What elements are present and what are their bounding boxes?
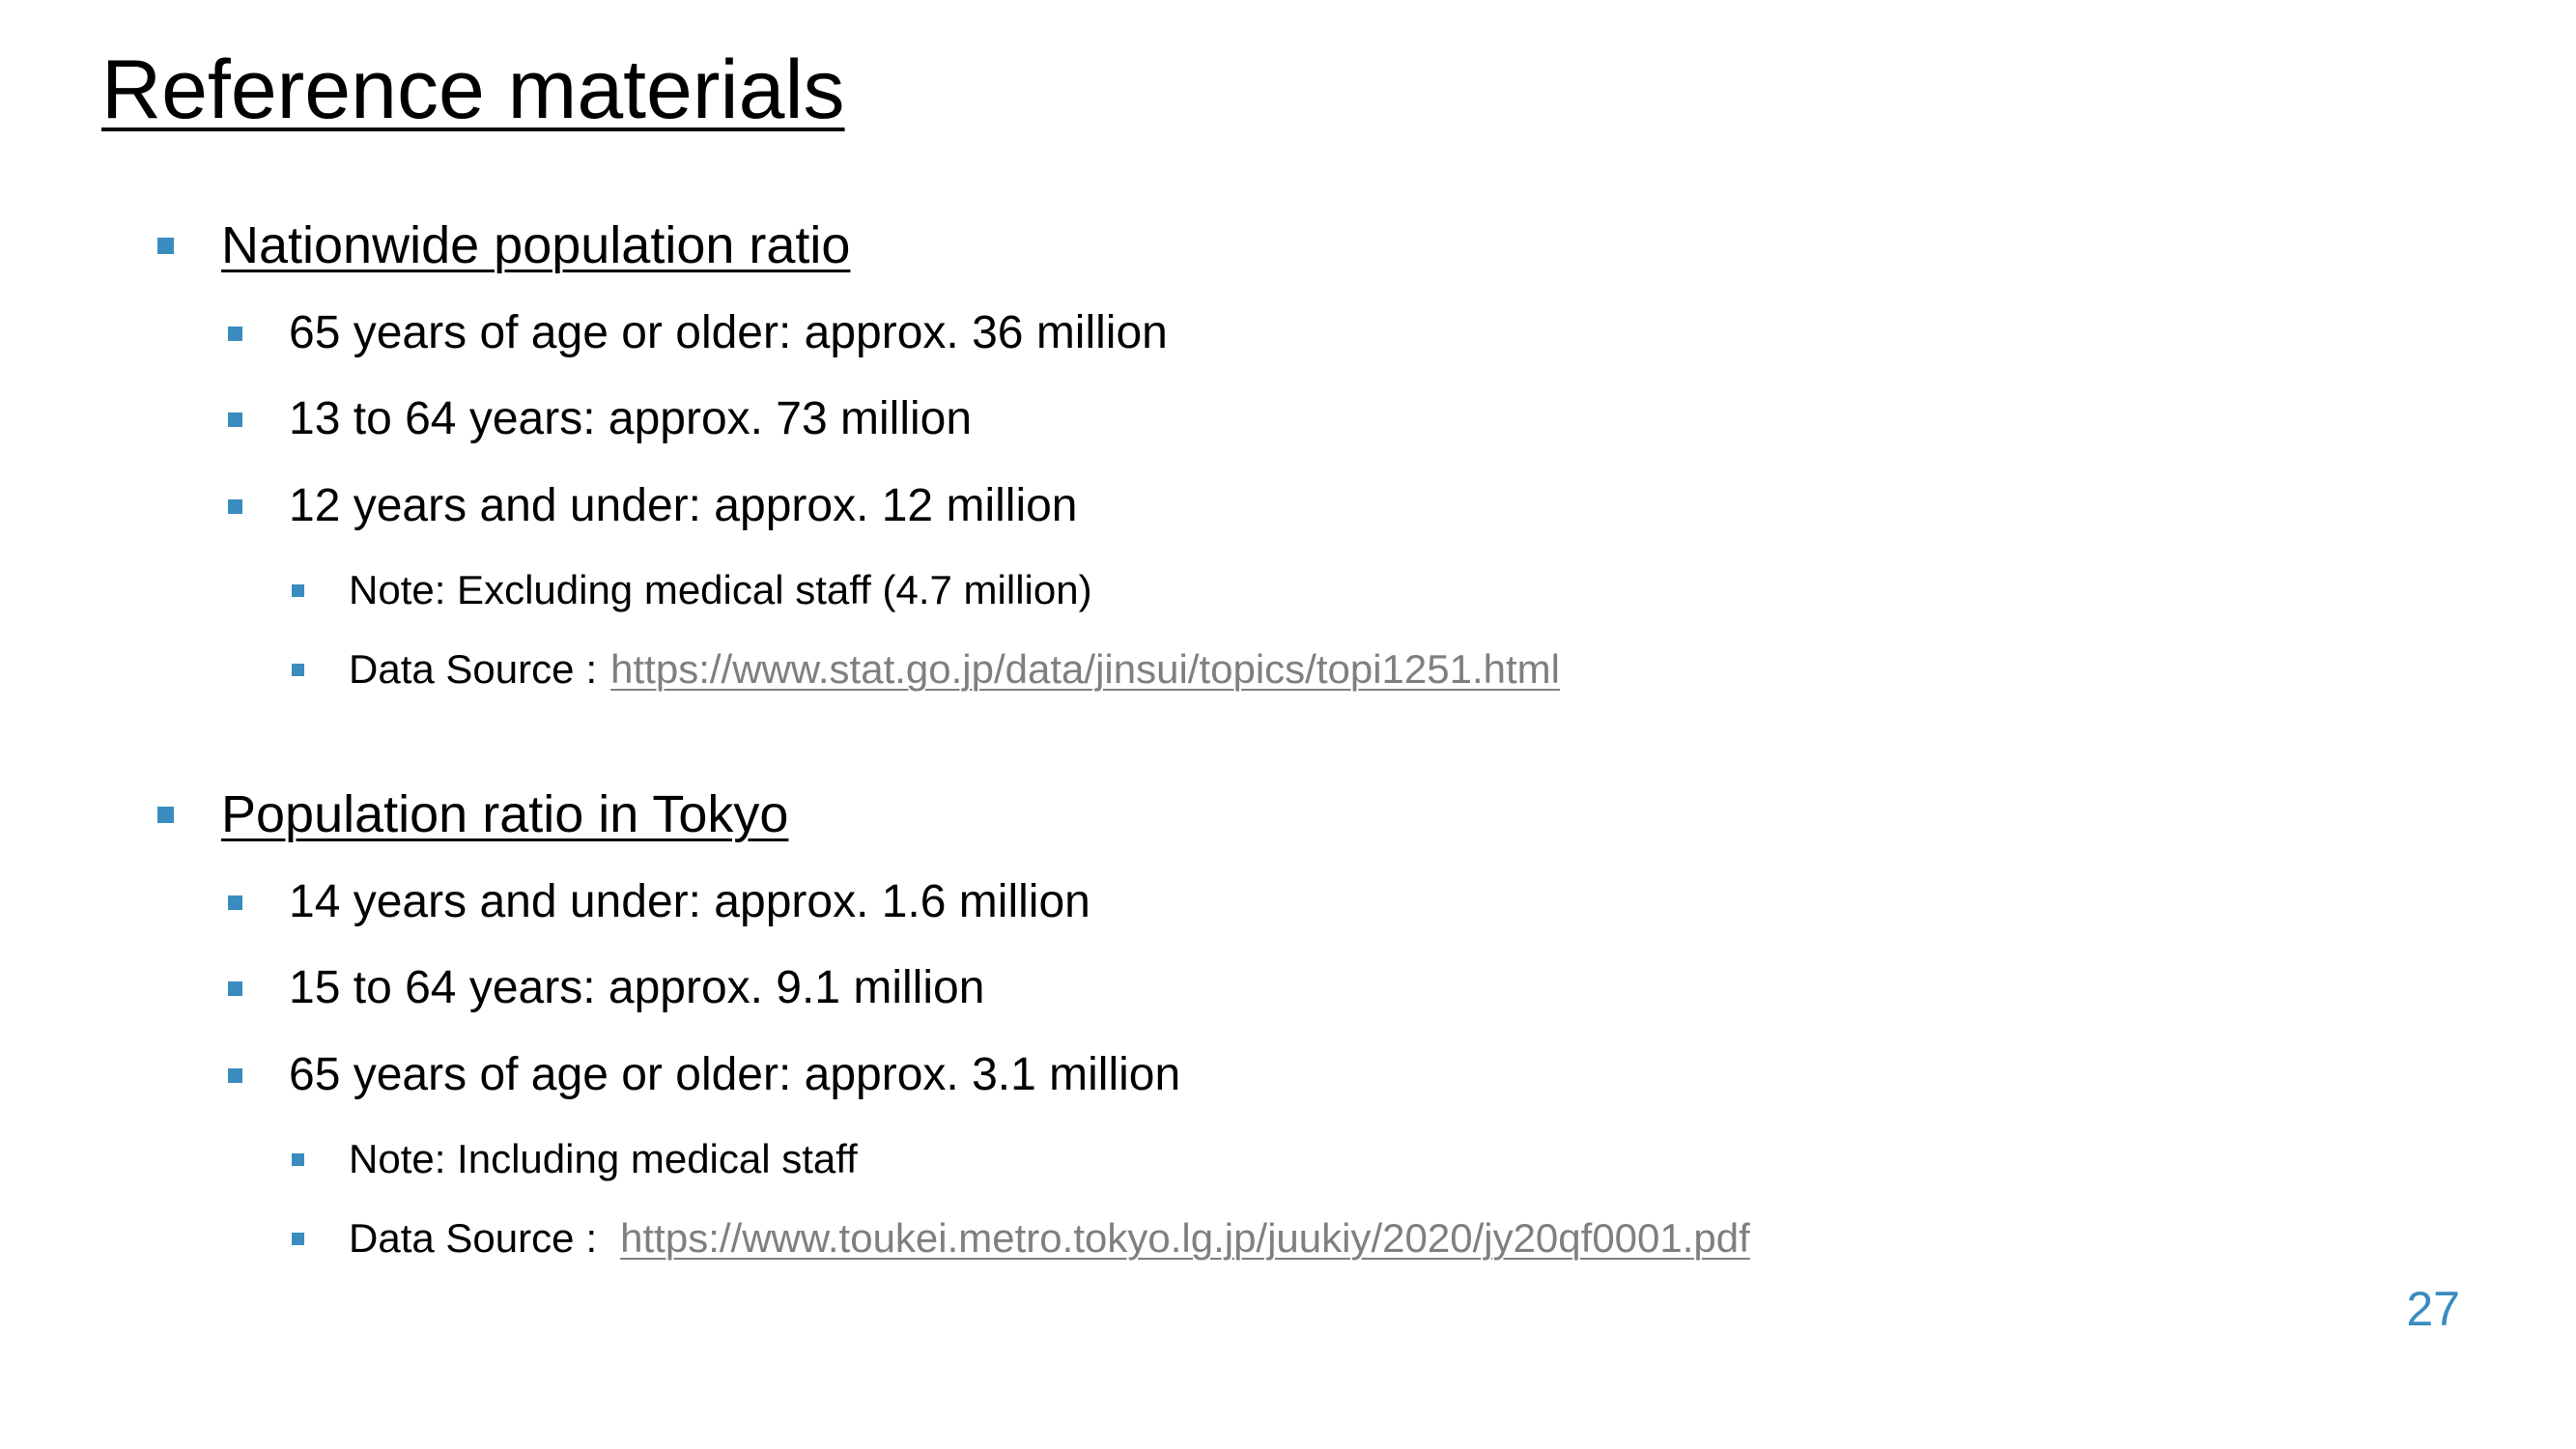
page-number: 27: [2406, 1282, 2460, 1336]
list-item: [228, 958, 984, 1018]
note-item: [292, 1132, 858, 1186]
list-item-text: 15 to 64 years: approx. 9.1 million: [289, 962, 985, 1013]
note-item: [292, 563, 1092, 617]
data-source-label: Data Source: [349, 646, 575, 692]
list-item-text: 13 to 64 years: approx. 73 million: [289, 393, 973, 444]
list-item-text: 14 years and under: approx. 1.6 million: [289, 876, 1090, 927]
section-heading-text: Nationwide population ratio: [221, 216, 851, 274]
list-item: [228, 1045, 1180, 1105]
section-heading-tokyo: [157, 781, 788, 848]
square-bullet-icon: [292, 1233, 304, 1245]
square-bullet-icon: [228, 895, 242, 910]
list-item: [228, 872, 1090, 932]
square-bullet-icon: [292, 584, 304, 597]
square-bullet-icon: [157, 238, 174, 254]
note-text: Note: Including medical staff: [349, 1136, 858, 1181]
data-source-separator: :: [585, 1215, 598, 1261]
list-item-text: 65 years of age or older: approx. 3.1 million: [289, 1049, 1181, 1100]
slide-title: Reference materials: [101, 43, 845, 136]
list-item: [228, 476, 1078, 536]
square-bullet-icon: [228, 327, 242, 341]
list-item: [228, 303, 1168, 363]
square-bullet-icon: [292, 664, 304, 676]
data-source-label: Data Source: [349, 1215, 575, 1261]
data-source-item: [292, 1211, 1750, 1265]
square-bullet-icon: [228, 981, 242, 996]
section-heading-text: Population ratio in Tokyo: [221, 785, 789, 843]
data-source-link[interactable]: https://www.toukei.metro.tokyo.lg.jp/juukiy/2020/jy20qf0001.pdf: [620, 1215, 1750, 1261]
section-heading-nationwide: [157, 212, 850, 279]
square-bullet-icon: [292, 1153, 304, 1166]
square-bullet-icon: [228, 1068, 242, 1083]
data-source-separator: :: [585, 646, 598, 692]
list-item-text: 12 years and under: approx. 12 million: [289, 480, 1078, 531]
list-item-text: 65 years of age or older: approx. 36 million: [289, 307, 1168, 358]
data-source-link[interactable]: https://www.stat.go.jp/data/jinsui/topics/topi1251.html: [610, 646, 1560, 692]
square-bullet-icon: [157, 807, 174, 823]
square-bullet-icon: [228, 412, 242, 427]
square-bullet-icon: [228, 499, 242, 514]
data-source-item: [292, 642, 1560, 696]
note-text: Note: Excluding medical staff (4.7 million): [349, 567, 1092, 612]
list-item: [228, 389, 972, 449]
